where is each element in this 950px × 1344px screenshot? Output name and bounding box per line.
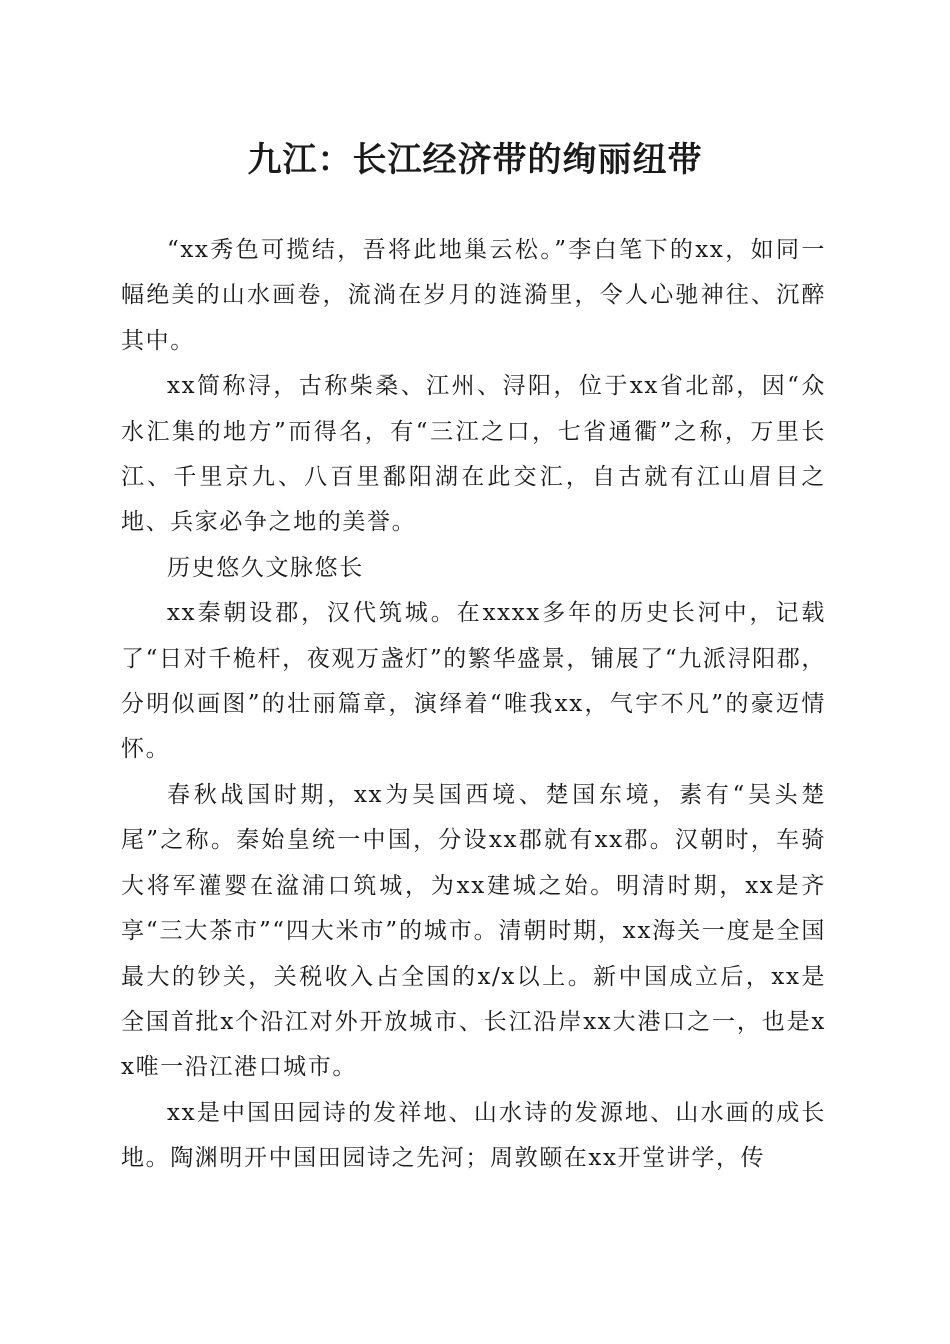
document-body bbox=[121, 228, 826, 1182]
document-title: 九江：长江经济带的绚丽纽带 bbox=[247, 140, 703, 180]
paragraph-overview: xx简称浔，古称柴桑、江州、浔阳，位于xx省北部，因“众水汇集的地方”而得名，有“三江之口，七省通衢”之称，万里长江、千里京九、八百里鄱阳湖在此交汇，自古就有江山眉目之地、兵家必争之地的美誉。 bbox=[121, 373, 826, 536]
paragraph-intro-quote: “xx秀色可揽结，吾将此地巢云松。”李白笔下的xx，如同一幅绝美的山水画卷，流淌在岁月的涟漪里，令人心驰神往、沉醉其中。 bbox=[121, 237, 826, 354]
paragraph-culture: xx是中国田园诗的发祥地、山水诗的发源地、山水画的成长地。陶渊明开中国田园诗之先河；周敦颐在xx开堂讲学，传 bbox=[121, 1099, 826, 1172]
paragraph-history-intro: xx秦朝设郡，汉代筑城。在xxxx多年的历史长河中，记载了“日对千桅杆，夜观万盏灯”的繁华盛景，铺展了“九派浔阳郡，分明似画图”的壮丽篇章，演绎着“唯我xx，气宇不凡”的豪迈情怀。 bbox=[121, 600, 826, 763]
paragraph-history-periods: 春秋战国时期，xx为吴国西境、楚国东境，素有“吴头楚尾”之称。秦始皇统一中国，分设xx郡就有xx郡。汉朝时，车骑大将军灌婴在湓浦口筑城，为xx建城之始。明清时期，xx是齐享“三大茶市”“四大米市”的城市。清朝时期，xx海关一度是全国最大的钞关，关税收入占全国的x/x以上。新中国成立后，xx是全国首批x个沿江对外开放城市、长江沿岸xx大港口之一，也是xx唯一沿江港口城市。 bbox=[121, 781, 826, 1081]
section-heading-history: 历史悠久文脉悠长 bbox=[167, 554, 364, 581]
